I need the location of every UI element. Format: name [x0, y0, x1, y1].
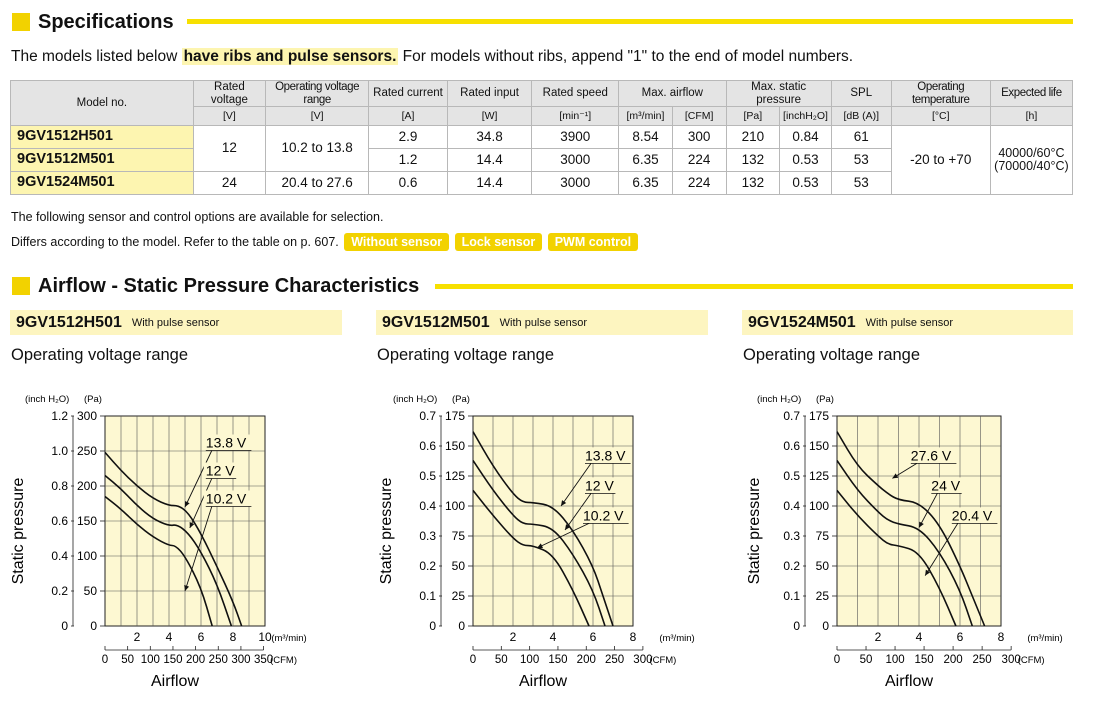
cfm-tick-label: 50	[494, 654, 508, 666]
section-divider	[187, 19, 1073, 24]
section-divider	[435, 284, 1073, 289]
series-label: 27.6 V	[910, 447, 952, 464]
cfm-tick-label: 350	[253, 654, 274, 666]
x-tick-label: 8	[629, 630, 637, 644]
section-marker-icon	[12, 277, 30, 295]
cfm-tick-label: 0	[469, 654, 477, 666]
x-tick-label: 2	[133, 630, 141, 644]
x-tick-label: 8	[997, 630, 1005, 644]
chart-9gv1512m501	[368, 380, 736, 698]
expected-life-cell	[990, 126, 1072, 195]
y-inch-tick-label: 0.4	[783, 499, 800, 513]
model-cell: 9GV1512M501	[11, 149, 194, 172]
series-label: 24 V	[931, 477, 961, 494]
y-inch-tick-label: 0.2	[783, 559, 800, 573]
option-without-sensor: Without sensor	[344, 233, 449, 251]
y-pa-tick-label: 50	[83, 584, 97, 598]
operating-voltage-cell: 20.4 to 27.6	[266, 172, 369, 195]
series-label: 13.8 V	[205, 434, 247, 451]
header-rated-voltage: Rated voltage	[193, 81, 265, 107]
panel-header-3	[742, 310, 1073, 335]
y-pa-tick-label: 100	[76, 549, 97, 563]
cfm-tick-label: 150	[548, 654, 568, 666]
series-label: 10.2 V	[205, 490, 247, 507]
rated-input-cell: 14.4	[447, 172, 532, 195]
panel-heading-3: Operating voltage range	[743, 346, 921, 364]
cfm-tick-label: 200	[576, 654, 596, 666]
y-inch-tick-label: 0	[793, 619, 800, 633]
x-axis-title: Airflow	[150, 673, 200, 690]
header-rated-speed: Rated speed	[532, 81, 619, 107]
x-tick-label: 6	[589, 630, 597, 644]
x-unit-top: (m³/min)	[271, 633, 307, 644]
cfm-tick-label: 300	[231, 654, 251, 666]
y-inch-tick-label: 0.5	[419, 469, 436, 483]
expected-life-line-1: 40000/60°C	[998, 145, 1065, 160]
spl-cell: 53	[831, 172, 891, 195]
header-model: Model no.	[11, 81, 194, 126]
y-pa-tick-label: 150	[76, 514, 97, 528]
rated-voltage-cell: 12	[193, 126, 265, 172]
airflow-section-header	[12, 272, 419, 300]
y-inch-tick-label: 0	[61, 619, 68, 633]
x-unit-top: (m³/min)	[1027, 633, 1063, 644]
model-cell: 9GV1512H501	[11, 126, 194, 149]
rated-current-cell: 2.9	[369, 126, 447, 149]
panel-subtitle: With pulse sensor	[499, 316, 588, 329]
panel-heading-1: Operating voltage range	[11, 346, 189, 364]
x-tick-label: 6	[197, 630, 205, 644]
cfm-tick-label: 200	[186, 654, 206, 666]
unit-pressure-pa: [Pa]	[726, 107, 780, 126]
y-inch-tick-label: 0.3	[419, 529, 436, 543]
y-unit-pa: (Pa)	[84, 394, 102, 405]
spl-cell: 61	[831, 126, 891, 149]
x-unit-top: (m³/min)	[659, 633, 695, 644]
x-tick-label: 2	[509, 630, 517, 644]
y-pa-tick-label: 175	[808, 409, 829, 423]
y-inch-tick-label: 1.2	[51, 409, 68, 423]
operating-temperature-cell: -20 to +70	[891, 126, 990, 195]
unit-rated-current: [A]	[369, 107, 447, 126]
y-inch-tick-label: 0.1	[783, 589, 800, 603]
cfm-tick-label: 250	[972, 654, 992, 666]
y-inch-tick-label: 0.2	[51, 584, 68, 598]
x-tick-label: 2	[874, 630, 882, 644]
header-operating-temperature: Operating temperature	[891, 81, 990, 107]
cfm-tick-label: 50	[859, 654, 873, 666]
specifications-title: Specifications	[38, 10, 174, 33]
y-pa-tick-label: 0	[822, 619, 829, 633]
header-rated-current: Rated current	[369, 81, 447, 107]
y-pa-tick-label: 300	[76, 409, 97, 423]
cfm-tick-label: 150	[914, 654, 934, 666]
unit-pressure-inch: [inchH₂O]	[780, 107, 832, 126]
y-inch-tick-label: 0.3	[783, 529, 800, 543]
y-axis-title: Static pressure	[378, 477, 395, 585]
y-pa-tick-label: 0	[90, 619, 97, 633]
airflow-m3-cell: 8.54	[619, 126, 673, 149]
cfm-tick-label: 300	[1001, 654, 1021, 666]
header-spl: SPL	[831, 81, 891, 107]
airflow-m3-cell: 6.35	[619, 172, 673, 195]
unit-airflow-m3: [m³/min]	[619, 107, 673, 126]
sensor-note: The following sensor and control options are available for selection.	[11, 210, 384, 224]
y-axis-title: Static pressure	[746, 477, 763, 585]
airflow-m3-cell: 6.35	[619, 149, 673, 172]
cfm-tick-label: 0	[833, 654, 841, 666]
rated-speed-cell: 3000	[532, 149, 619, 172]
unit-operating-temperature: [°C]	[891, 107, 990, 126]
unit-rated-voltage: [V]	[193, 107, 265, 126]
y-inch-tick-label: 0.4	[51, 549, 68, 563]
y-inch-tick-label: 0.6	[419, 439, 436, 453]
x-axis-title: Airflow	[884, 673, 934, 690]
panel-model: 9GV1524M501	[748, 313, 856, 331]
table-row	[11, 126, 1073, 149]
rated-current-cell: 0.6	[369, 172, 447, 195]
pressure-pa-cell: 132	[726, 172, 780, 195]
series-label: 12 V	[205, 462, 235, 479]
rated-current-cell: 1.2	[369, 149, 447, 172]
x-axis-title: Airflow	[518, 673, 568, 690]
y-inch-tick-label: 0.5	[783, 469, 800, 483]
y-pa-tick-label: 250	[76, 444, 97, 458]
y-inch-tick-label: 1.0	[51, 444, 68, 458]
y-pa-tick-label: 100	[444, 499, 465, 513]
y-inch-tick-label: 0.4	[419, 499, 436, 513]
rated-speed-cell: 3900	[532, 126, 619, 149]
spl-cell: 53	[831, 149, 891, 172]
model-cell: 9GV1524M501	[11, 172, 194, 195]
cfm-tick-label: 100	[520, 654, 540, 666]
y-pa-tick-label: 150	[444, 439, 465, 453]
y-pa-tick-label: 75	[451, 529, 465, 543]
y-unit-inch: (inch H₂O)	[25, 394, 70, 405]
series-label: 10.2 V	[583, 507, 624, 524]
y-unit-inch: (inch H₂O)	[393, 394, 438, 405]
cfm-tick-label: 200	[943, 654, 963, 666]
x-tick-label: 8	[229, 630, 237, 644]
unit-rated-input: [W]	[447, 107, 532, 126]
y-pa-tick-label: 200	[76, 479, 97, 493]
header-max-airflow: Max. airflow	[619, 81, 726, 107]
series-label: 12 V	[585, 477, 614, 494]
y-unit-pa: (Pa)	[816, 394, 834, 405]
rated-speed-cell: 3000	[532, 172, 619, 195]
y-pa-tick-label: 100	[808, 499, 829, 513]
y-pa-tick-label: 150	[808, 439, 829, 453]
pressure-pa-cell: 132	[726, 149, 780, 172]
cfm-tick-label: 100	[885, 654, 905, 666]
x-tick-label: 4	[915, 630, 923, 644]
unit-operating-voltage: [V]	[266, 107, 369, 126]
cfm-tick-label: 0	[101, 654, 109, 666]
panel-model: 9GV1512M501	[382, 313, 490, 331]
x-tick-label: 4	[165, 630, 173, 644]
airflow-cfm-cell: 224	[672, 172, 726, 195]
y-pa-tick-label: 25	[815, 589, 829, 603]
operating-voltage-cell: 10.2 to 13.8	[266, 126, 369, 172]
y-inch-tick-label: 0.7	[419, 409, 436, 423]
pressure-inch-cell: 0.84	[780, 126, 832, 149]
y-pa-tick-label: 50	[815, 559, 829, 573]
x-tick-label: 10	[258, 630, 272, 644]
header-operating-voltage: Operating voltage range	[266, 81, 369, 107]
y-pa-tick-label: 0	[458, 619, 465, 633]
chart-9gv1512h501	[0, 380, 368, 698]
y-inch-tick-label: 0.6	[51, 514, 68, 528]
cfm-tick-label: 150	[163, 654, 183, 666]
airflow-cfm-cell: 224	[672, 149, 726, 172]
y-pa-tick-label: 125	[444, 469, 465, 483]
y-inch-tick-label: 0.7	[783, 409, 800, 423]
y-pa-tick-label: 50	[451, 559, 465, 573]
unit-spl: [dB (A)]	[831, 107, 891, 126]
cfm-tick-label: 100	[140, 654, 160, 666]
spec-table	[10, 80, 1073, 195]
unit-expected-life: [h]	[990, 107, 1072, 126]
y-pa-tick-label: 125	[808, 469, 829, 483]
option-pwm-control: PWM control	[548, 233, 638, 251]
model-note: Differs according to the model. Refer to the table on p. 607. Without sensor Lock sensor PWM control	[11, 233, 638, 251]
y-pa-tick-label: 175	[444, 409, 465, 423]
intro-highlight: have ribs and pulse sensors.	[183, 48, 397, 65]
panel-subtitle: With pulse sensor	[131, 316, 220, 329]
panel-header-1	[10, 310, 342, 335]
panel-heading-2: Operating voltage range	[377, 346, 555, 364]
y-pa-tick-label: 75	[815, 529, 829, 543]
pressure-pa-cell: 210	[726, 126, 780, 149]
x-unit-bottom: (CFM)	[1017, 655, 1045, 666]
panel-header-2	[376, 310, 708, 335]
cfm-tick-label: 300	[633, 654, 653, 666]
pressure-inch-cell: 0.53	[780, 149, 832, 172]
expected-life-line-2: (70000/40°C)	[994, 159, 1069, 174]
airflow-cfm-cell: 300	[672, 126, 726, 149]
chart-9gv1524m501	[736, 380, 1104, 698]
y-inch-tick-label: 0.6	[783, 439, 800, 453]
cfm-tick-label: 250	[604, 654, 625, 666]
series-label: 13.8 V	[585, 447, 626, 464]
rated-voltage-cell: 24	[193, 172, 265, 195]
rated-input-cell: 14.4	[447, 149, 532, 172]
panel-subtitle: With pulse sensor	[865, 316, 954, 329]
header-expected-life: Expected life	[990, 81, 1072, 107]
y-pa-tick-label: 25	[451, 589, 465, 603]
unit-rated-speed: [min⁻¹]	[532, 107, 619, 126]
y-unit-pa: (Pa)	[452, 394, 470, 405]
unit-airflow-cfm: [CFM]	[672, 107, 726, 126]
header-max-static-pressure: Max. static pressure	[726, 81, 831, 107]
rated-input-cell: 34.8	[447, 126, 532, 149]
series-label: 20.4 V	[951, 507, 993, 524]
y-unit-inch: (inch H₂O)	[757, 394, 802, 405]
y-inch-tick-label: 0.2	[419, 559, 436, 573]
x-tick-label: 6	[956, 630, 964, 644]
y-axis-title: Static pressure	[10, 477, 27, 585]
spec-intro: The models listed below have ribs and pulse sensors. For models without ribs, append "1" to the end of model numbers.	[11, 48, 854, 65]
x-tick-label: 4	[549, 630, 557, 644]
x-unit-bottom: (CFM)	[270, 655, 298, 666]
header-rated-input: Rated input	[447, 81, 532, 107]
y-inch-tick-label: 0.1	[419, 589, 436, 603]
section-marker-icon	[12, 13, 30, 31]
specifications-header	[12, 8, 174, 36]
airflow-section-title: Airflow - Static Pressure Characteristics	[38, 274, 420, 297]
panel-model: 9GV1512H501	[16, 313, 122, 331]
cfm-tick-label: 250	[208, 654, 228, 666]
y-inch-tick-label: 0.8	[51, 479, 68, 493]
option-lock-sensor: Lock sensor	[455, 233, 543, 251]
x-unit-bottom: (CFM)	[649, 655, 677, 666]
pressure-inch-cell: 0.53	[780, 172, 832, 195]
y-inch-tick-label: 0	[429, 619, 436, 633]
cfm-tick-label: 50	[121, 654, 135, 666]
